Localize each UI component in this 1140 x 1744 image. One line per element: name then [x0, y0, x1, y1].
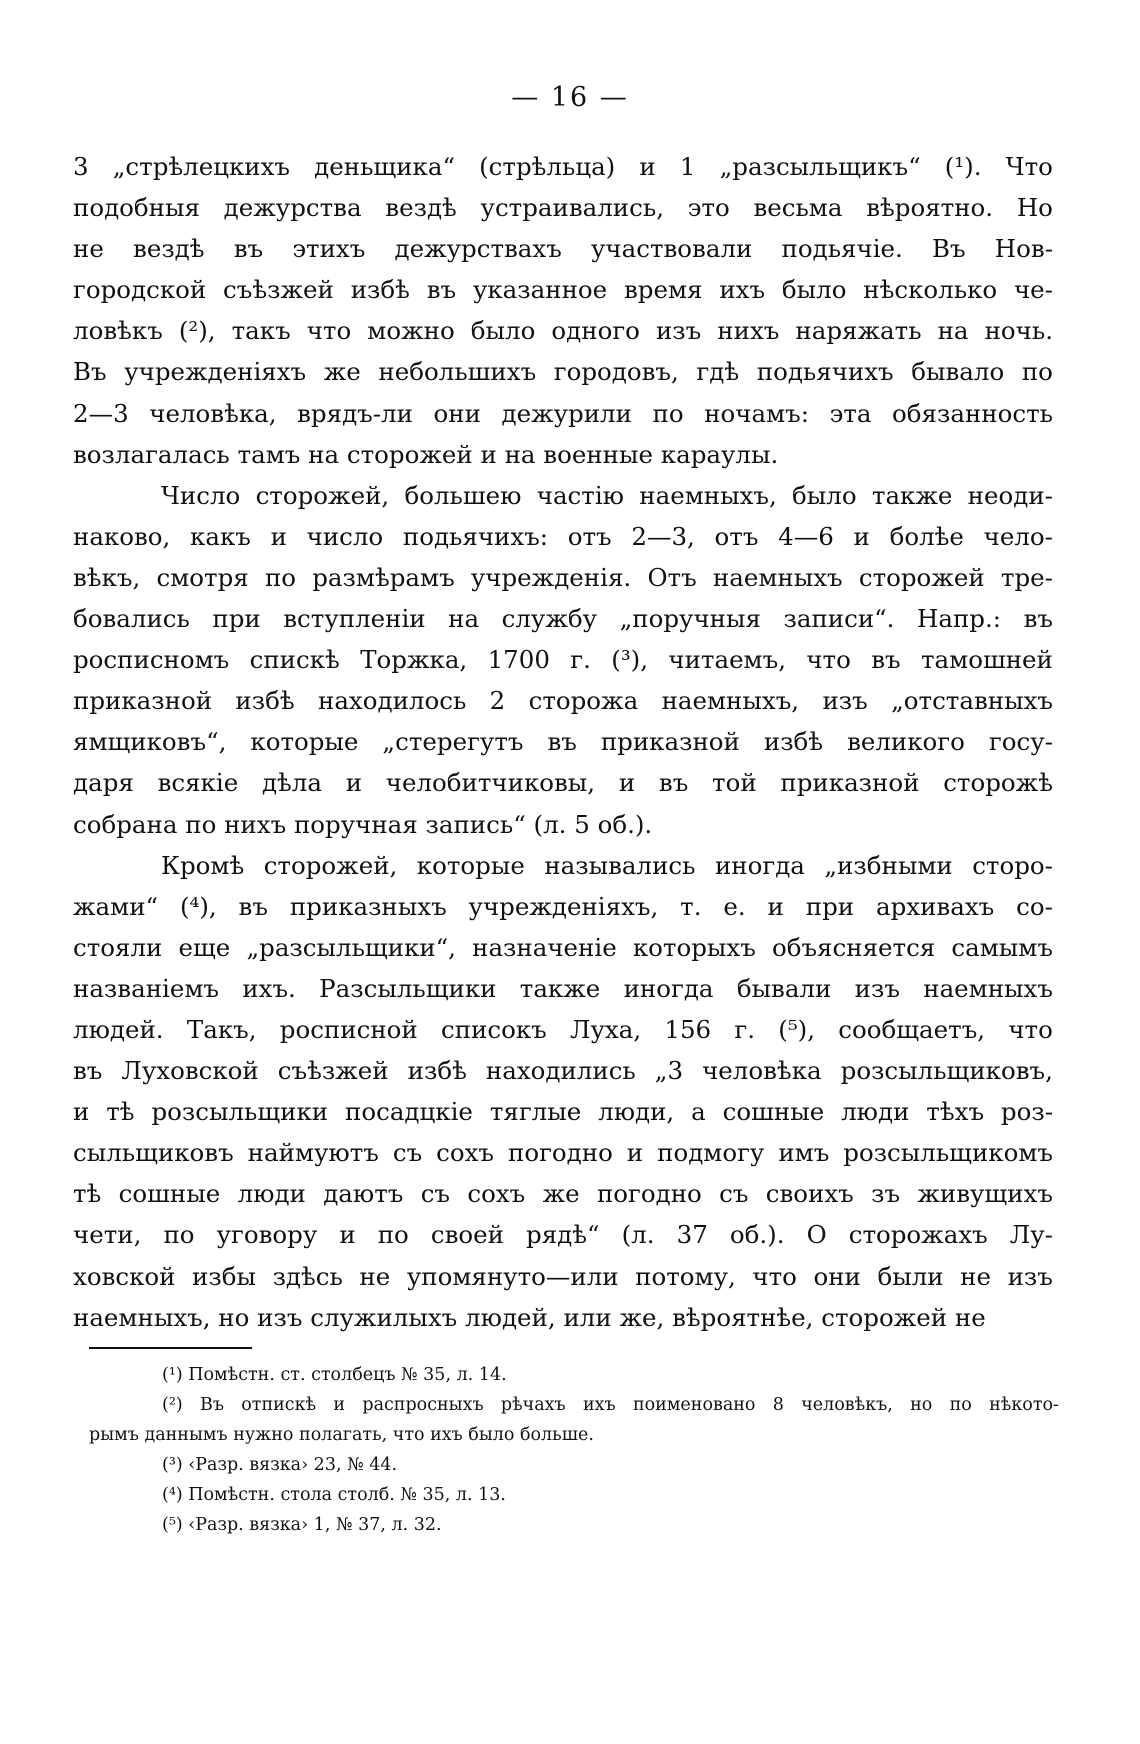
text-line: жами“ (⁴), въ приказныхъ учрежденіяхъ, т. е. и при архивахъ со-: [73, 891, 1053, 921]
text-line: городской съѣзжей избѣ въ указанное время ихъ было нѣсколько че-: [73, 275, 1053, 305]
footnotes: [89, 1360, 1059, 1540]
text-line: не вездѣ въ этихъ дежурствахъ участвовали подьячіе. Въ Нов-: [73, 234, 1053, 264]
text-line: чети, по уговору и по своей рядѣ“ (л. 37 об.). О сторожахъ Лу-: [73, 1220, 1053, 1250]
text-line: въ Луховской съѣзжей избѣ находились „3 человѣка розсыльщиковъ,: [73, 1056, 1053, 1086]
page-number: — 16 —: [511, 82, 629, 113]
footnote-line: (⁴) Помѣстн. стола столб. № 35, л. 13.: [162, 1485, 506, 1505]
text-line: тѣ сошные люди даютъ съ сохъ же погодно съ своихъ зъ живущихъ: [73, 1179, 1053, 1209]
text-line: возлагалась тамъ на сторожей и на военные караулы.: [73, 439, 779, 469]
text-line: собрана по нихъ поручная запись“ (л. 5 об.).: [73, 809, 653, 839]
text-line: названіемъ ихъ. Разсыльщики также иногда бывали изъ наемныхъ: [73, 973, 1053, 1003]
footnote-line: (²) Въ отпискѣ и распросныхъ рѣчахъ ихъ поименовано 8 человѣкъ, но по нѣкото-: [162, 1395, 1059, 1415]
text-line: подобныя дежурства вездѣ устраивались, это весьма вѣроятно. Но: [73, 193, 1053, 223]
text-line: приказной избѣ находилось 2 сторожа наемныхъ, изъ „отставныхъ: [73, 686, 1053, 716]
text-line: ловѣкъ (²), такъ что можно было одного изъ нихъ наряжать на ночь.: [73, 316, 1053, 346]
footnote-line: рымъ даннымъ нужно полагать, что ихъ было больше.: [89, 1425, 594, 1445]
text-line: росписномъ спискѣ Торжка, 1700 г. (³), читаемъ, что въ тамошней: [73, 645, 1053, 675]
text-line: вѣкъ, смотря по размѣрамъ учрежденія. Отъ наемныхъ сторожей тре-: [73, 562, 1053, 592]
text-line: ховской избы здѣсь не упомянуто—или потому, что они были не изъ: [73, 1261, 1053, 1291]
paragraph: [73, 475, 1053, 845]
paragraph: [73, 146, 1053, 475]
text-line: бовались при вступленіи на службу „поручныя записи“. Напр.: въ: [73, 604, 1053, 634]
text-line: стояли еще „разсыльщики“, назначеніе которыхъ объясняется самымъ: [73, 932, 1053, 962]
text-line: Кромѣ сторожей, которые назывались иногда „избными сторо-: [161, 850, 1053, 880]
text-line: Въ учрежденіяхъ же небольшихъ городовъ, гдѣ подьячихъ бывало по: [73, 357, 1053, 387]
text-line: людей. Такъ, росписной списокъ Луха, 156 г. (⁵), сообщаетъ, что: [73, 1014, 1053, 1044]
text-line: наемныхъ, но изъ служилыхъ людей, или же, вѣроятнѣе, сторожей не: [73, 1302, 986, 1332]
footnote-line: (³) ‹Разр. вязка› 23, № 44.: [162, 1455, 398, 1475]
text-line: сыльщиковъ наймуютъ съ сохъ погодно и подмогу имъ розсыльщикомъ: [73, 1138, 1053, 1168]
body-text: [73, 146, 1053, 1338]
text-line: даря всякіе дѣла и челобитчиковы, и въ той приказной сторожѣ: [73, 768, 1053, 798]
text-line: наково, какъ и число подьячихъ: отъ 2—3, отъ 4—6 и болѣе чело-: [73, 521, 1053, 551]
text-line: и тѣ розсыльщики посадцкіе тяглые люди, а сошные люди тѣхъ роз-: [73, 1097, 1053, 1127]
text-line: Число сторожей, большею частію наемныхъ, было также неоди-: [161, 480, 1053, 510]
text-line: ямщиковъ“, которые „стерегутъ въ приказной избѣ великого госу-: [73, 727, 1053, 757]
paragraph: [73, 845, 1053, 1338]
footnote-divider: [89, 1347, 252, 1349]
text-line: 2—3 человѣка, врядъ-ли они дежурили по ночамъ: эта обязанность: [73, 398, 1053, 428]
text-line: 3 „стрѣлецкихъ деньщика“ (стрѣльца) и 1 „разсыльщикъ“ (¹). Что: [73, 152, 1053, 181]
footnote-line: (⁵) ‹Разр. вязка› 1, № 37, л. 32.: [162, 1515, 442, 1535]
footnote-line: (¹) Помѣстн. ст. столбецъ № 35, л. 14.: [162, 1365, 507, 1385]
